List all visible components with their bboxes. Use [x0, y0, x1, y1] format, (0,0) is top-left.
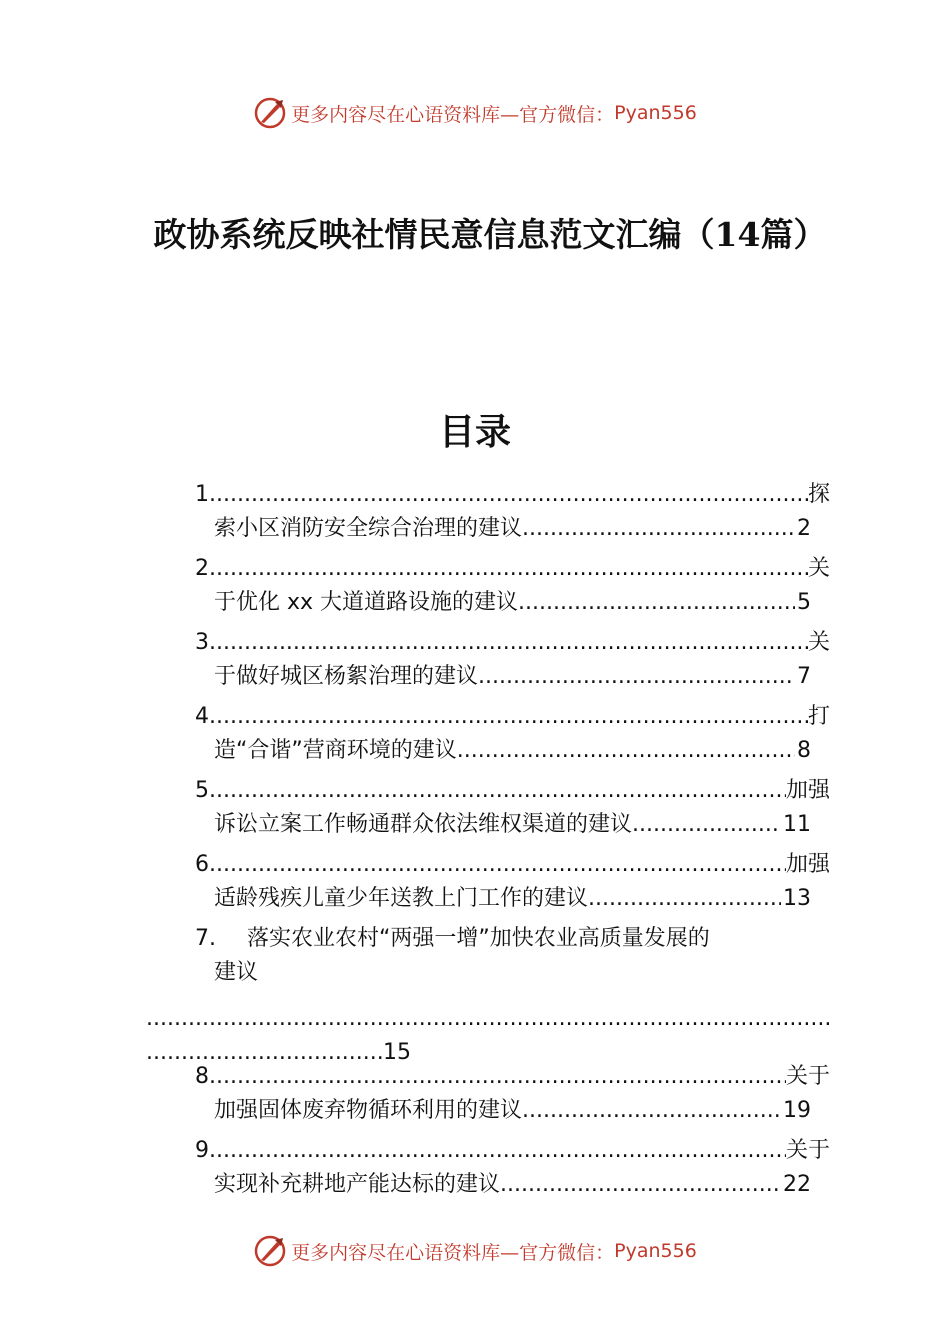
toc-entry-title: 于优化 xx 大道道路设施的建议	[214, 590, 519, 615]
toc-entry-title: 造“合谐”营商环境的建议	[214, 738, 457, 763]
toc-entry-number: 7.	[195, 926, 216, 951]
quill-logo-icon	[253, 96, 287, 130]
toc-entry-title: 加强固体废弃物循环利用的建议	[214, 1098, 523, 1123]
toc-entry-page: 13	[783, 886, 811, 911]
quill-logo-icon	[253, 1234, 287, 1268]
toc-entry-number: 6.	[195, 852, 216, 877]
dot-leader	[216, 700, 808, 734]
toc-entry-page: 15	[383, 1040, 411, 1065]
toc-entry-page: 2	[797, 516, 811, 541]
toc-entry-title-start: 落实农业农村“两强一增”加快农业高质量发展的	[247, 926, 710, 951]
dot-leader	[522, 512, 795, 546]
toc-entry-number: 8.	[195, 1064, 216, 1089]
toc-entry-page: 7	[797, 664, 811, 689]
toc-entry-title-start: 加强	[785, 778, 830, 803]
dot-leader	[588, 882, 781, 916]
toc-entry-title: 于做好城区杨絮治理的建议	[214, 664, 479, 689]
toc-entry-title-start: 探	[807, 482, 830, 507]
document-title: 政协系统反映社情民意信息范文汇编（14篇）	[153, 215, 827, 254]
toc-entry-page: 5	[797, 590, 811, 615]
toc-entry-title: 建议	[214, 960, 259, 985]
watermark-id: Pyan556	[614, 102, 697, 124]
dot-leader	[216, 1060, 786, 1094]
toc-entry-number: 5.	[195, 778, 216, 803]
watermark-text: 更多内容尽在心语资料库—官方微信：	[291, 103, 615, 126]
dot-leader	[146, 1002, 832, 1036]
toc-entry-page: 22	[783, 1172, 811, 1197]
dot-leader	[522, 1094, 781, 1128]
watermark-id: Pyan556	[614, 1240, 697, 1262]
dot-leader	[216, 848, 786, 882]
dot-leader	[216, 626, 808, 660]
dot-leader	[518, 586, 795, 620]
toc-entry-number: 9.	[195, 1138, 216, 1163]
toc-entry-number: 2.	[195, 556, 216, 581]
toc-entry-title: 实现补充耕地产能达标的建议	[214, 1172, 501, 1197]
watermark-footer	[0, 1234, 950, 1268]
toc-entry-title: 索小区消防安全综合治理的建议	[214, 516, 523, 541]
toc-entry-title: 诉讼立案工作畅通群众依法维权渠道的建议	[214, 812, 633, 837]
toc-entry-title-start: 关于	[785, 1138, 830, 1163]
toc-entry-page: 11	[783, 812, 811, 837]
dot-leader	[500, 1168, 781, 1202]
toc-entry-number: 1.	[195, 482, 216, 507]
dot-leader	[632, 808, 781, 842]
toc-entry-page: 19	[783, 1098, 811, 1123]
toc-entry-title-start: 打	[807, 704, 830, 729]
toc-heading: 目录	[438, 411, 511, 453]
toc-entry-number: 3.	[195, 630, 216, 655]
toc-entry-title-start: 关	[807, 630, 830, 655]
dot-leader	[216, 774, 786, 808]
dot-leader	[216, 552, 808, 586]
toc-entry-page: 8	[797, 738, 811, 763]
dot-leader	[216, 478, 808, 512]
toc-entry-title-start: 关于	[785, 1064, 830, 1089]
watermark-text: 更多内容尽在心语资料库—官方微信：	[291, 1241, 615, 1264]
toc-entry-number: 4.	[195, 704, 216, 729]
dot-leader	[478, 660, 795, 694]
dot-leader	[457, 734, 795, 768]
toc-entry-title-start: 加强	[785, 852, 830, 877]
dot-leader	[216, 1134, 786, 1168]
toc-entry-title-start: 关	[807, 556, 830, 581]
watermark-header	[0, 96, 950, 130]
toc-entry-title: 适龄残疾儿童少年送教上门工作的建议	[214, 886, 589, 911]
